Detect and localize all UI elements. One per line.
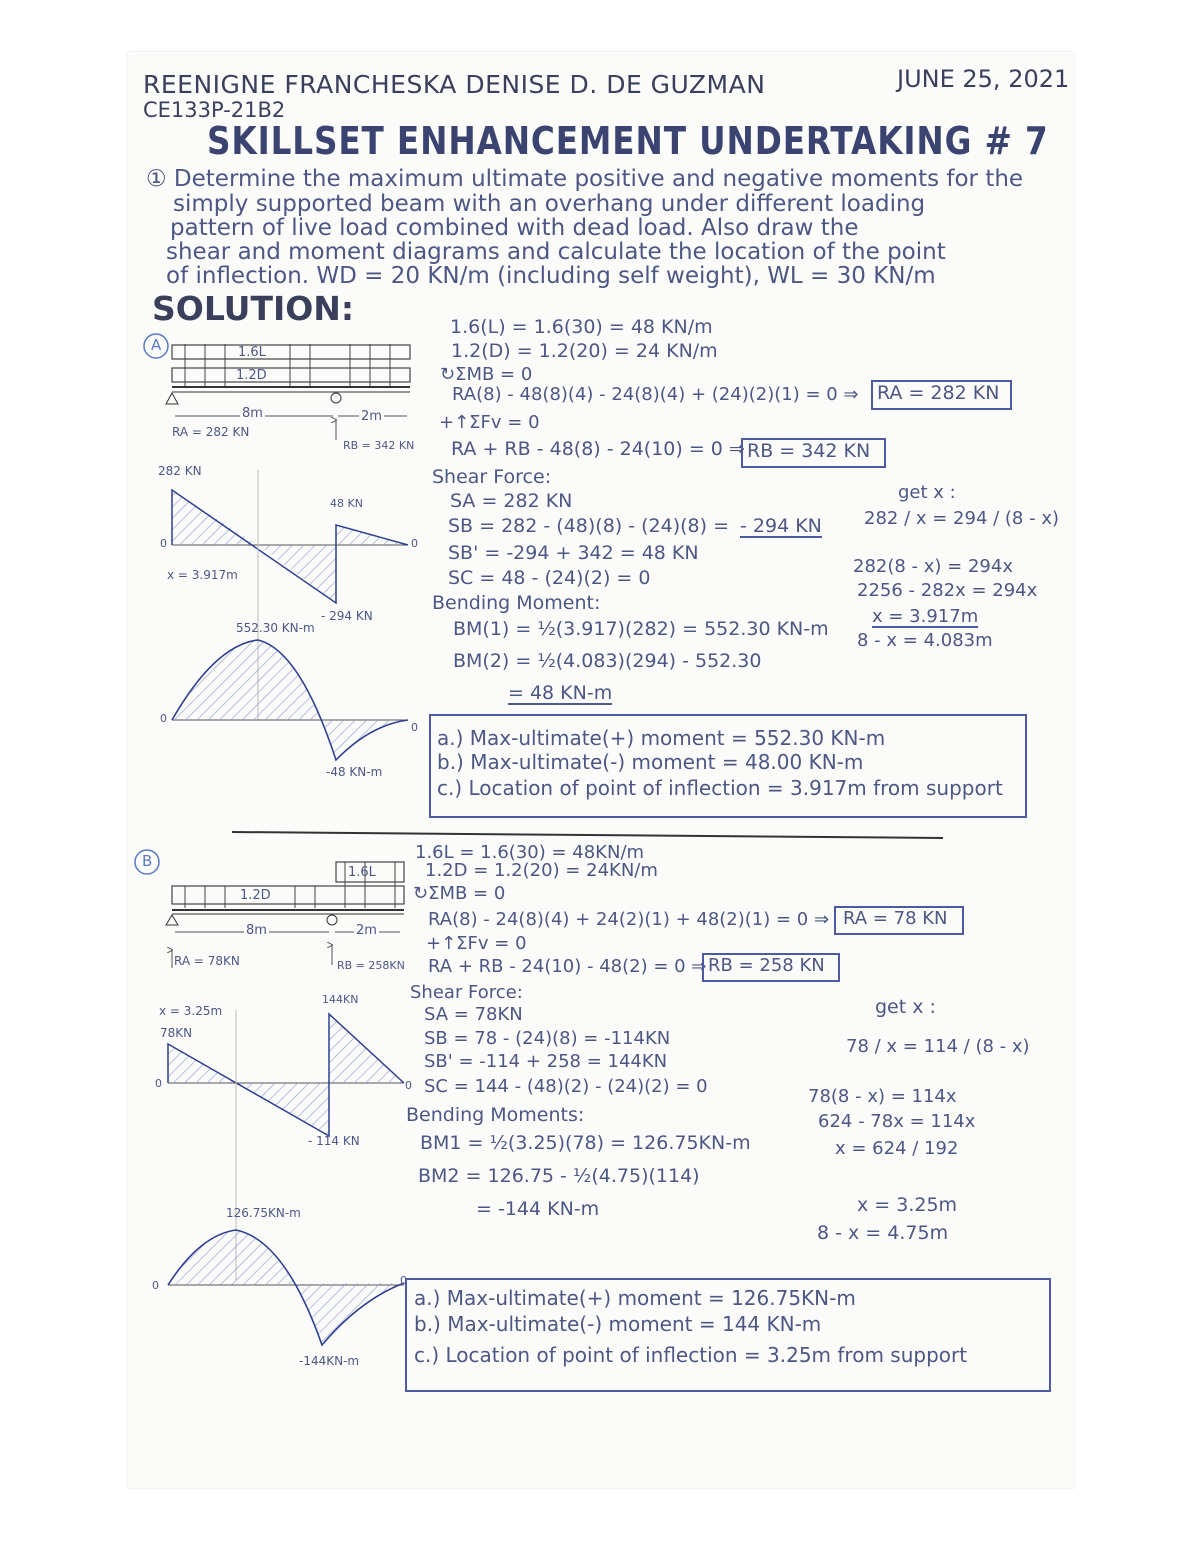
part-a-x-label: x = 3.917m xyxy=(167,568,238,582)
part-b-moment-area xyxy=(168,1230,404,1345)
part-a-ra-result: RA = 282 KN xyxy=(877,382,1000,404)
part-a-sb-result: - 294 KN xyxy=(740,515,822,537)
part-a-shear-neg-b: - 294 KN xyxy=(321,609,373,623)
part-a-getx-5: x = 3.917m xyxy=(872,606,979,627)
part-b-calc-10: SB' = -114 + 258 = 144KN xyxy=(424,1051,668,1072)
part-b-moment-zero-left: 0 xyxy=(152,1279,159,1292)
part-a-rb-result: RB = 342 KN xyxy=(747,440,871,462)
part-b-calc-9: SB = 78 - (24)(8) = -114KN xyxy=(424,1028,671,1049)
part-b-shear-max: 78KN xyxy=(160,1026,193,1040)
part-a-live-load-box xyxy=(172,345,410,359)
part-a-calc-7: Shear Force: xyxy=(432,466,552,488)
part-a-calc-8: SA = 282 KN xyxy=(450,490,573,512)
part-b-getx-7: 8 - x = 4.75m xyxy=(817,1222,949,1244)
part-a-ra-label: RA = 282 KN xyxy=(172,425,250,439)
part-a-label: A xyxy=(151,336,162,354)
part-b-calc-14: BM2 = 126.75 - ½(4.75)(114) xyxy=(418,1165,700,1187)
part-b-ra-label: RA = 78KN xyxy=(174,954,240,968)
part-b-calc-15: = -144 KN-m xyxy=(476,1198,600,1220)
part-b-answer-b: b.) Max-ultimate(-) moment = 144 KN-m xyxy=(414,1312,822,1336)
part-b-shear-diagram xyxy=(168,1010,404,1280)
date: JUNE 25, 2021 xyxy=(897,65,1070,93)
part-a-getx-6: 8 - x = 4.083m xyxy=(857,630,993,651)
part-b-x-label: x = 3.25m xyxy=(159,1004,223,1018)
part-b-support-a xyxy=(166,915,178,925)
part-a-getx-3: 282(8 - x) = 294x xyxy=(853,556,1013,577)
part-b-label: B xyxy=(142,852,153,870)
part-a-calc-9: SB = 282 - (48)(8) - (24)(8) = xyxy=(448,515,730,537)
part-a-calc-2: 1.2(D) = 1.2(20) = 24 KN/m xyxy=(451,340,718,362)
part-a-calc-12: Bending Moment: xyxy=(432,592,601,614)
part-b-moment-neg: -144KN-m xyxy=(299,1354,360,1368)
part-a-shear-pos-b: 48 KN xyxy=(330,497,363,510)
part-a-answer-b: b.) Max-ultimate(-) moment = 48.00 KN-m xyxy=(437,750,864,774)
part-a-calc-10: SB' = -294 + 342 = 48 KN xyxy=(448,542,699,564)
course-section: CE133P-21B2 xyxy=(143,98,286,122)
part-a-calc-13: BM(1) = ½(3.917)(282) = 552.30 KN-m xyxy=(453,618,829,640)
part-b-getx-4: 624 - 78x = 114x xyxy=(818,1111,976,1132)
page-title: SKILLSET ENHANCEMENT UNDERTAKING # 7 xyxy=(207,119,1049,163)
part-a-rb-label: RB = 342 KN xyxy=(343,439,415,452)
problem-line-1: ① Determine the maximum ultimate positive and negative moments for the xyxy=(146,166,1024,192)
part-a-moment-zero-right: 0 xyxy=(411,721,418,734)
part-a-span-main: 8m xyxy=(242,406,263,421)
part-b-calc-7: Shear Force: xyxy=(410,982,523,1003)
part-a-calc-3: ↻ΣMB = 0 xyxy=(440,364,533,385)
part-b-getx-1: get x : xyxy=(875,996,936,1018)
part-b-calc-6: RA + RB - 24(10) - 48(2) = 0 ⇒ xyxy=(428,956,707,977)
part-b-getx-3: 78(8 - x) = 114x xyxy=(808,1086,957,1107)
part-b-calc-8: SA = 78KN xyxy=(424,1004,523,1025)
part-a-getx-1: get x : xyxy=(898,482,956,503)
part-b-shear-neg-b: - 114 KN xyxy=(308,1134,360,1148)
part-a-moment-zero-left: 0 xyxy=(160,712,167,725)
part-a-calc-15: = 48 KN-m xyxy=(508,682,613,704)
part-b-shear-zero-left: 0 xyxy=(155,1077,162,1090)
part-b-calc-1: 1.6L = 1.6(30) = 48KN/m xyxy=(415,842,645,863)
part-a-dead-load-box xyxy=(172,368,410,382)
part-b-shear-pos-b: 144KN xyxy=(322,993,359,1006)
part-a-shear-max: 282 KN xyxy=(158,464,202,478)
part-a-calc-1: 1.6(L) = 1.6(30) = 48 KN/m xyxy=(450,316,713,338)
part-b-span-main: 8m xyxy=(246,923,267,938)
part-b-moment-diagram xyxy=(168,1230,404,1345)
part-b-ra-result: RA = 78 KN xyxy=(843,908,948,929)
part-a-support-b xyxy=(331,393,341,403)
part-b-rb-label: RB = 258KN xyxy=(337,959,405,972)
student-name: REENIGNE FRANCHESKA DENISE D. DE GUZMAN xyxy=(143,70,766,99)
part-b-answer-a: a.) Max-ultimate(+) moment = 126.75KN-m xyxy=(414,1286,856,1310)
part-a-shear-zero-right: 0 xyxy=(411,537,418,550)
part-b-calc-2: 1.2D = 1.2(20) = 24KN/m xyxy=(425,860,658,881)
problem-line-5: of inflection. WD = 20 KN/m (including self weight), WL = 30 KN/m xyxy=(166,263,936,289)
part-b-live-load-label: 1.6L xyxy=(348,865,376,880)
part-a-calc-6: RA + RB - 48(8) - 24(10) = 0 ⇒ xyxy=(451,438,745,460)
part-b-calc-5: +↑ΣFv = 0 xyxy=(426,933,527,954)
solution-label: SOLUTION: xyxy=(152,289,355,328)
part-a-calc-14: BM(2) = ½(4.083)(294) - 552.30 xyxy=(453,650,762,672)
part-a-moment-max: 552.30 KN-m xyxy=(236,621,315,635)
part-a-span-overhang: 2m xyxy=(361,409,382,424)
part-b-support-b xyxy=(327,915,337,925)
part-a-moment-neg: -48 KN-m xyxy=(326,765,383,779)
part-b-calc-12: Bending Moments: xyxy=(406,1104,585,1126)
part-a-getx-2: 282 / x = 294 / (8 - x) xyxy=(864,508,1059,529)
part-b-calc-4: RA(8) - 24(8)(4) + 24(2)(1) + 48(2)(1) = 0 ⇒ xyxy=(428,909,830,930)
part-b-getx-2: 78 / x = 114 / (8 - x) xyxy=(846,1036,1030,1057)
part-a-calc-11: SC = 48 - (24)(2) = 0 xyxy=(448,567,651,589)
part-b-calc-13: BM1 = ½(3.25)(78) = 126.75KN-m xyxy=(420,1132,751,1154)
part-a-answer-a: a.) Max-ultimate(+) moment = 552.30 KN-m xyxy=(437,726,886,750)
part-a-getx-4: 2256 - 282x = 294x xyxy=(857,580,1038,601)
part-b-dead-load-label: 1.2D xyxy=(240,888,271,903)
problem-line-3: pattern of live load combined with dead load. Also draw the xyxy=(170,215,859,241)
part-a-moment-diagram xyxy=(172,640,408,760)
part-b-getx-6: x = 3.25m xyxy=(857,1194,958,1216)
part-a-answer-c: c.) Location of point of inflection = 3.917m from support xyxy=(437,776,1003,800)
problem-line-4: shear and moment diagrams and calculate the location of the point xyxy=(166,239,946,265)
problem-line-2: simply supported beam with an overhang under different loading xyxy=(173,191,926,217)
part-b-dead-load-box xyxy=(172,886,404,904)
part-b-moment-max: 126.75KN-m xyxy=(226,1206,301,1220)
part-b-shear-zero-right: 0 xyxy=(405,1079,412,1092)
part-b-calc-3: ↻ΣMB = 0 xyxy=(413,883,506,904)
part-b-rb-result: RB = 258 KN xyxy=(708,955,825,976)
part-b-moment-zero-right: 0 xyxy=(400,1274,407,1287)
part-a-support-a xyxy=(166,393,178,404)
part-a-live-load-label: 1.6L xyxy=(238,345,266,360)
part-b-span-overhang: 2m xyxy=(356,923,377,938)
part-a-calc-4: RA(8) - 48(8)(4) - 24(8)(4) + (24)(2)(1) = 0 ⇒ xyxy=(452,384,859,405)
part-a-shear-zero-left: 0 xyxy=(160,537,167,550)
section-divider xyxy=(232,832,943,838)
part-b-getx-5: x = 624 / 192 xyxy=(835,1138,959,1159)
part-b-calc-11: SC = 144 - (48)(2) - (24)(2) = 0 xyxy=(424,1076,708,1097)
part-a-moment-area xyxy=(172,640,408,760)
part-b-answer-c: c.) Location of point of inflection = 3.25m from support xyxy=(414,1343,968,1367)
part-a-calc-5: +↑ΣFv = 0 xyxy=(439,412,540,433)
part-a-dead-load-label: 1.2D xyxy=(236,368,267,383)
